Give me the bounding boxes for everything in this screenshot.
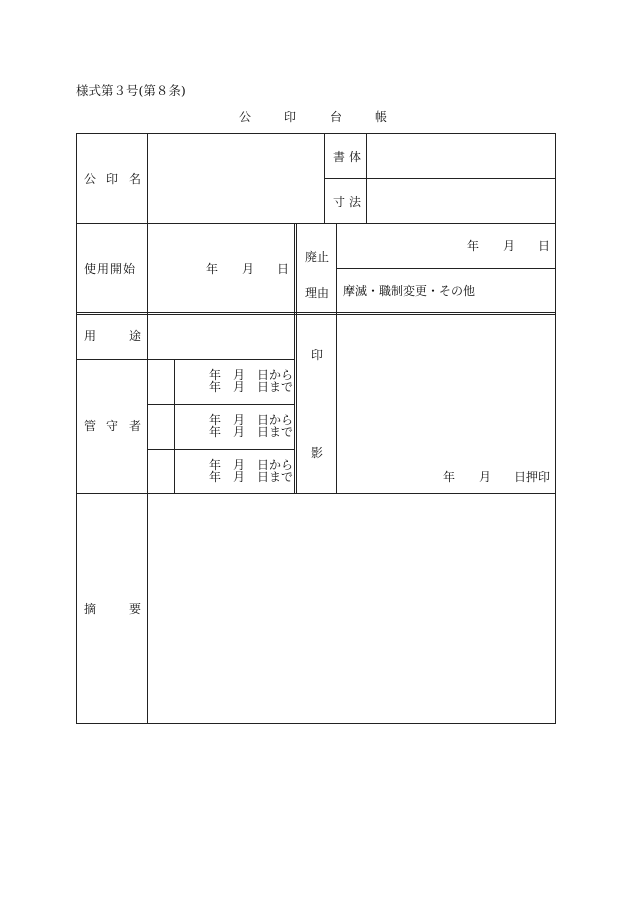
impression-field[interactable] <box>337 315 555 493</box>
summary-label-char-2: 要 <box>129 602 142 616</box>
title-char-1: 公 <box>239 110 252 124</box>
custodian-row-3-to: 年 月 日まで <box>209 470 294 484</box>
custodian-row-2-to: 年 月 日まで <box>209 425 294 439</box>
purpose-label-char-1: 用 <box>84 329 97 343</box>
custodian-label-char-3: 者 <box>129 419 142 433</box>
custodian-row2-bottom <box>147 449 295 450</box>
impression-label-top: 印 <box>311 348 324 362</box>
usage-start-month: 月 <box>242 262 255 276</box>
abolition-label-bottom: 理由 <box>305 286 330 300</box>
summary-field[interactable] <box>148 494 555 723</box>
size-field[interactable] <box>367 179 555 223</box>
usage-start-year: 年 <box>206 262 219 276</box>
seal-name-label-char-2: 印 <box>106 172 119 186</box>
abolition-reason: 摩滅・職制変更・その他 <box>343 284 476 298</box>
custodian-row-3-from: 年 月 日から <box>209 458 294 472</box>
seal-name-field[interactable] <box>148 134 324 223</box>
usage-start-day: 日 <box>277 262 290 276</box>
form-number: 様式第３号(第８条) <box>76 83 186 98</box>
abolition-month: 月 <box>503 239 516 253</box>
table-right-border <box>555 133 556 724</box>
seal-name-label-char-3: 名 <box>129 172 142 186</box>
impression-month: 月 <box>479 470 492 484</box>
size-label-char-2: 法 <box>349 195 362 209</box>
row1-bottom <box>76 223 556 224</box>
custodian-row1-bottom <box>147 404 295 405</box>
style-field[interactable] <box>367 134 555 178</box>
custodian-inner-divider <box>174 359 175 494</box>
purpose-bottom <box>76 359 295 360</box>
usage-start-label: 使用開始 <box>84 262 137 276</box>
abolition-date-divider <box>336 268 556 269</box>
title-char-4: 帳 <box>375 110 388 124</box>
impression-day: 日押印 <box>514 470 551 484</box>
abolition-label-top: 廃止 <box>305 250 330 264</box>
purpose-label-char-2: 途 <box>129 329 142 343</box>
style-label-char-1: 書 <box>333 150 346 164</box>
title-char-3: 台 <box>330 110 343 124</box>
size-label-char-1: 寸 <box>333 195 346 209</box>
impression-year: 年 <box>443 470 456 484</box>
purpose-field[interactable] <box>148 315 294 359</box>
custodian-label-char-1: 管 <box>84 419 97 433</box>
custodian-row-2-from: 年 月 日から <box>209 413 294 427</box>
abolition-year: 年 <box>467 239 480 253</box>
abolition-left-divider-b <box>296 223 297 494</box>
custodian-label-char-2: 守 <box>106 419 119 433</box>
table-left-border <box>76 133 77 724</box>
title-char-2: 印 <box>284 110 297 124</box>
custodian-row-1-to: 年 月 日まで <box>209 380 294 394</box>
seal-name-label-char-1: 公 <box>84 172 97 186</box>
impression-label-bottom: 影 <box>311 446 324 460</box>
style-label-char-2: 体 <box>349 150 362 164</box>
summary-label-char-1: 摘 <box>84 602 97 616</box>
row2-bottom-a <box>76 312 556 313</box>
custodian-row-1-from: 年 月 日から <box>209 368 294 382</box>
abolition-day: 日 <box>538 239 551 253</box>
table-bottom-border <box>76 723 556 724</box>
